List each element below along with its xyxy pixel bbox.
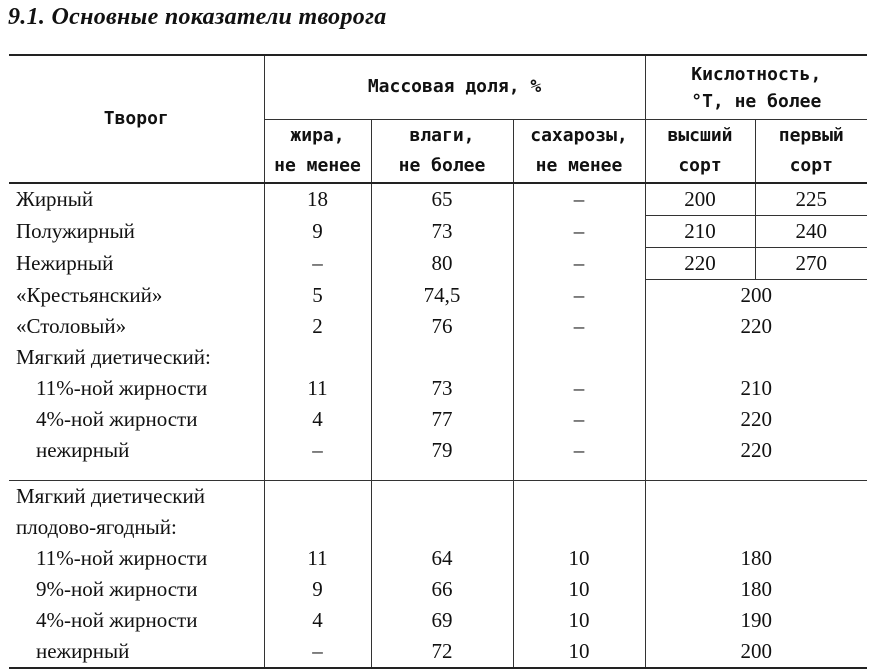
sucrose-cell: – [513,373,645,404]
header-sucrose [513,119,645,183]
table-row [9,605,867,636]
sucrose-cell: – [513,435,645,466]
header-top-grade-line1: высший [667,124,733,146]
sucrose-cell: – [513,280,645,312]
table-row [9,574,867,605]
header-acidity-line2: °Т, не более [691,91,822,113]
row-name: нежирный [9,435,264,466]
table-row [9,373,867,404]
table-row [9,280,867,312]
sucrose-cell: – [513,183,645,216]
moisture-cell: 65 [371,183,513,216]
table-row [9,216,867,248]
row-name: Полужирный [9,216,264,248]
acidity-cell: 220 [740,314,773,338]
header-fat-line2: не менее [274,154,361,176]
table-row [9,636,867,668]
group-row [9,512,867,543]
group-title: Мягкий диетический [9,480,264,512]
table-row [9,183,867,216]
moisture-cell: 73 [371,216,513,248]
fat-cell: 4 [264,404,371,435]
moisture-cell: 76 [371,311,513,342]
fat-cell: – [264,248,371,280]
fat-cell: 18 [264,183,371,216]
header-moisture-line2: не более [398,154,486,176]
acidity-cell: 200 [645,636,867,668]
moisture-cell: 72 [371,636,513,668]
row-name: 11%-ной жирности [9,373,264,404]
sucrose-cell: 10 [513,636,645,668]
moisture-cell: 69 [371,605,513,636]
row-name: нежирный [9,636,264,668]
row-name: Жирный [9,183,264,216]
sucrose-cell: 10 [513,574,645,605]
header-sucrose-line1: сахарозы, [530,124,628,146]
header-tvorog: Творог [9,55,264,183]
first-grade-cell: 270 [755,248,867,280]
header-mass-fraction: Массовая доля, % [264,55,645,119]
header-top-grade [645,119,755,183]
curd-indicators-table [9,54,867,669]
fat-cell: – [264,435,371,466]
header-sucrose-line2: не менее [535,154,623,176]
sucrose-cell: 10 [513,605,645,636]
header-top-grade-line2: сорт [678,154,722,176]
row-name: 9%-ной жирности [9,574,264,605]
group-row [9,480,867,512]
header-moisture-line1: влаги, [409,124,475,146]
moisture-cell: 64 [371,543,513,574]
header-moisture [371,119,513,183]
row-name: 4%-ной жирности [9,404,264,435]
row-name: «Столовый» [9,311,264,342]
table-row [9,404,867,435]
fat-cell: 11 [264,373,371,404]
fat-cell: 9 [264,216,371,248]
table-row [9,543,867,574]
acidity-cell: 220 [740,438,773,462]
row-name: Нежирный [9,248,264,280]
acidity-cell: 180 [740,545,773,570]
moisture-cell: 80 [371,248,513,280]
header-acidity [645,55,867,119]
fat-cell: 4 [264,605,371,636]
sucrose-cell: – [513,404,645,435]
header-first-grade [755,119,867,183]
table-title: 9.1. Основные показатели творога [8,4,387,30]
table-row [9,311,867,342]
header-acidity-line1: Кислотность, [691,64,822,86]
acidity-cell: 220 [740,407,773,431]
fat-cell: 9 [264,574,371,605]
first-grade-cell: 225 [755,183,867,216]
moisture-cell: 66 [371,574,513,605]
top-grade-cell: 210 [645,216,755,248]
acidity-cell: 210 [740,376,773,400]
header-row-1 [9,55,867,119]
top-grade-cell: 220 [645,248,755,280]
header-first-grade-line2: сорт [789,154,833,176]
sucrose-cell: – [513,311,645,342]
top-grade-cell: 200 [645,183,755,216]
row-name: 4%-ной жирности [9,605,264,636]
header-first-grade-line1: первый [778,124,844,146]
acidity-cell: 180 [740,576,773,601]
row-name: 11%-ной жирности [9,543,264,574]
fat-cell: 5 [264,280,371,312]
table-row [9,248,867,280]
acidity-cell: 190 [740,607,773,632]
moisture-cell: 74,5 [371,280,513,312]
moisture-cell: 77 [371,404,513,435]
fat-cell: – [264,636,371,668]
group-title: Мягкий диетический: [9,342,264,373]
moisture-cell: 73 [371,373,513,404]
sucrose-cell: 10 [513,543,645,574]
sucrose-cell: – [513,216,645,248]
fat-cell: 2 [264,311,371,342]
header-fat-line1: жира, [290,124,345,146]
row-name: «Крестьянский» [9,280,264,312]
group-row [9,342,867,373]
first-grade-cell: 240 [755,216,867,248]
group-title: плодово-ягодный: [9,512,264,543]
acidity-cell: 200 [740,283,773,307]
fat-cell: 11 [264,543,371,574]
sucrose-cell: – [513,248,645,280]
moisture-cell: 79 [371,435,513,466]
spacer-row [9,466,867,480]
header-fat [264,119,371,183]
table-row [9,435,867,466]
